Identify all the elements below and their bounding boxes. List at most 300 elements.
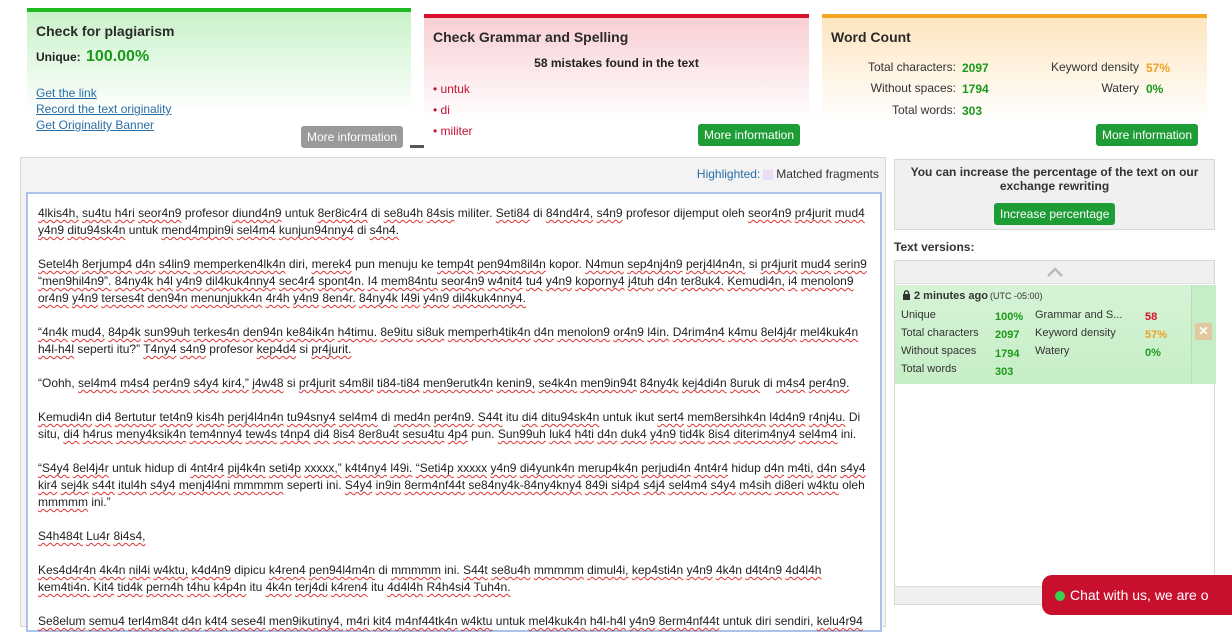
unique-line [36, 48, 149, 66]
misspelled-word[interactable]: di4 [95, 410, 112, 424]
editor-panel [20, 157, 886, 627]
misspelled-word[interactable]: su4tu [82, 206, 112, 220]
misspelled-word[interactable]: kenin9, [496, 376, 536, 390]
misspelled-word[interactable]: 8er8u4t [358, 427, 400, 441]
misspelled-word[interactable]: or4n9 [38, 291, 69, 305]
misspelled-word[interactable]: di4 [521, 410, 538, 424]
misspelled-word[interactable]: dimul4i, [587, 563, 629, 577]
misspelled-word[interactable]: s4y4 [710, 478, 736, 492]
misspelled-word[interactable]: se4k4n [538, 376, 578, 390]
misspelled-word[interactable]: h4rus [82, 427, 113, 441]
misspelled-word[interactable]: diterim4ny4 [733, 427, 796, 441]
misspelled-word[interactable]: per4n9. [808, 376, 850, 390]
misspelled-word[interactable]: 84nd4r4, [545, 206, 594, 220]
misspelled-word[interactable]: S44t [477, 410, 503, 424]
misspelled-word[interactable]: diund4n9 [232, 206, 282, 220]
misspelled-word[interactable]: Lu4r [86, 529, 111, 543]
misspelled-word[interactable]: in9in [375, 478, 401, 492]
misspelled-word[interactable]: w4nit4 [487, 274, 523, 288]
misspelled-word[interactable]: 8is4 [332, 427, 355, 441]
misspelled-word[interactable]: 4nt4r4 [190, 461, 225, 475]
misspelled-word[interactable]: l4d4n9 [769, 410, 806, 424]
misspelled-word[interactable]: “Seti4p [415, 461, 454, 475]
misspelled-word[interactable]: kej4di4n [681, 376, 727, 390]
misspelled-word[interactable]: h4ri [114, 206, 135, 220]
misspelled-word[interactable]: mud4 [800, 257, 831, 271]
misspelled-word[interactable]: se84ny4k-84ny4kny4 [468, 478, 582, 492]
misspelled-word[interactable]: 8uruk [729, 376, 761, 390]
misspelled-word[interactable]: y4n9 [292, 291, 319, 305]
lock-icon [902, 290, 911, 300]
increase-percentage-button[interactable]: Increase percentage [994, 203, 1115, 225]
misspelled-word[interactable]: s4y4 [840, 461, 866, 475]
misspelled-word[interactable]: sel4m4 [668, 478, 708, 492]
misspelled-word[interactable]: ti84-ti84 [376, 376, 420, 390]
misspelled-word[interactable]: m4sih [739, 478, 772, 492]
plagiarism-more-button[interactable]: More information [301, 126, 403, 148]
unique-value: 100.00% [86, 48, 150, 65]
misspelled-word[interactable]: pern4h [146, 580, 184, 594]
misspelled-word[interactable]: “men9hil4n9”. [38, 274, 112, 288]
total-words-value: 303 [962, 104, 983, 118]
scroll-up-button[interactable] [895, 261, 1214, 284]
misspelled-word[interactable]: koporny4 [575, 274, 625, 288]
misspelled-word[interactable]: s4lin9 [158, 257, 191, 271]
misspelled-word[interactable]: h4ti [574, 427, 594, 441]
paragraph: Kemudi4n di4 8ertutur tet4n9 kis4h perj4l4n4n tu94sny4 sel4m4 di med4n per4n9. S44t itu di4 ditu94sk4n untuk ikut sert4 mem8ersihk4n l4d4n9 r4nj4u. Di situ, di4 h4rus meny4ksik4n tem4nny4 tew4s t4np4 di4 8is4 8er8u4t sesu4tu 4p4 pun. Sun99uh luk4 h4ti d4n duk4 y4n9 tid4k 8is4 diterim4ny4 sel4m4 ini. [38, 410, 861, 441]
misspelled-word[interactable]: k4t4 [204, 614, 228, 628]
misspelled-word[interactable]: Sun99uh [497, 427, 546, 441]
misspelled-word[interactable]: tid4k [679, 427, 705, 441]
tv-watery-value: 0% [1145, 347, 1161, 359]
misspelled-word[interactable]: 8e9itu [380, 325, 414, 339]
misspelled-word[interactable]: med4n [393, 410, 431, 424]
matched-swatch [763, 170, 773, 180]
word-count-card [822, 14, 1207, 147]
misspelled-word[interactable]: h4l [156, 274, 173, 288]
misspelled-word[interactable]: “S4y4 [38, 461, 70, 475]
misspelled-word[interactable]: kir4,” [222, 376, 249, 390]
misspelled-word[interactable]: 4k4n [715, 563, 742, 577]
misspelled-word[interactable]: sesu4tu [402, 427, 445, 441]
misspelled-word[interactable]: T4ny4 [143, 342, 177, 356]
misspelled-word[interactable]: kunjun94nny4 [278, 223, 354, 237]
misspelled-word[interactable]: mem8ersihk4n [687, 410, 767, 424]
misspelled-word[interactable]: 4nt4r4 [694, 461, 729, 475]
grammar-more-button[interactable]: More information [698, 124, 800, 146]
misspelled-word[interactable]: terj4di [294, 580, 328, 594]
misspelled-word[interactable]: 8el4j4r [72, 461, 109, 475]
misspelled-word[interactable]: mmmmm [391, 563, 442, 577]
misspelled-word[interactable]: kem4ti4n. [38, 580, 91, 594]
misspelled-word[interactable]: Tuh4n. [473, 580, 511, 594]
misspelled-word[interactable]: k4d4n9 [191, 563, 231, 577]
misspelled-word[interactable]: terl4m84t [128, 614, 179, 628]
misspelled-word[interactable]: 8er8ic4r4 [317, 206, 368, 220]
misspelled-word[interactable]: xxxxx [457, 461, 488, 475]
misspelled-word[interactable]: D4rim4n4 [672, 325, 725, 339]
misspelled-word[interactable]: tu94sny4 [286, 410, 336, 424]
misspelled-word[interactable]: pr4jurit [760, 257, 798, 271]
delete-version-button[interactable] [1195, 323, 1212, 340]
misspelled-word[interactable]: d4n [816, 461, 837, 475]
misspelled-word[interactable]: i4 [788, 274, 798, 288]
misspelled-word[interactable]: men9in94t [580, 376, 637, 390]
tv-total-words-label: Total words [901, 363, 957, 375]
misspelled-word[interactable]: sel4m4 [78, 376, 117, 390]
misspelled-word[interactable]: 8is4 [708, 427, 731, 441]
misspelled-word[interactable]: ter8uk4. [680, 274, 725, 288]
misspelled-word[interactable]: 4p4 [447, 427, 468, 441]
version-actions [1191, 285, 1216, 384]
misspelled-word[interactable]: pr4jurit. [311, 342, 352, 356]
misspelled-word[interactable]: S4h484t [38, 529, 83, 543]
misspelled-word[interactable]: m4s4 [120, 376, 150, 390]
misspelled-word[interactable]: ditu94sk4n [541, 410, 600, 424]
tv-keyword-density-value: 57% [1145, 329, 1168, 341]
misspelled-word[interactable]: y4n9 [423, 291, 450, 305]
misspelled-word[interactable]: den94n [242, 325, 283, 339]
misspelled-word[interactable]: s4y4 [150, 478, 176, 492]
misspelled-word[interactable]: 4lkis4h, [38, 206, 79, 220]
misspelled-word[interactable]: y4n9 [545, 274, 572, 288]
misspelled-word[interactable]: luk4 [549, 427, 572, 441]
misspelled-word[interactable]: 84ny4k [639, 376, 679, 390]
misspelled-word[interactable]: mel4kuk4n [800, 325, 859, 339]
misspelled-word[interactable]: w4ktu, [153, 563, 189, 577]
misspelled-word[interactable]: d4n [764, 461, 785, 475]
misspelled-word[interactable]: 849i [585, 478, 608, 492]
misspelled-word[interactable]: l4in. [647, 325, 670, 339]
word-count-title: Word Count [831, 29, 911, 45]
misspelled-word[interactable]: mel4kuk4n [528, 614, 587, 628]
misspelled-word[interactable]: itul4h [118, 478, 147, 492]
online-status-icon [1055, 591, 1065, 601]
misspelled-word[interactable]: ditu94sk4n [67, 223, 126, 237]
misspelled-word[interactable]: s4n9 [596, 206, 623, 220]
misspelled-word[interactable]: mmmmm [233, 478, 284, 492]
version-time-text: 2 minutes ago [914, 290, 988, 302]
misspelled-word[interactable]: nil4i [128, 563, 151, 577]
misspelled-word[interactable]: d4n [597, 427, 618, 441]
misspelled-word[interactable]: tid4k [117, 580, 143, 594]
misspelled-word[interactable]: l49i. [390, 461, 413, 475]
misspelled-word[interactable]: terses4t [101, 291, 145, 305]
misspelled-word[interactable]: y4n9 [686, 563, 713, 577]
misspelled-word[interactable]: sej4k [60, 478, 89, 492]
misspelled-word[interactable]: s4m8il [338, 376, 374, 390]
misspelled-word[interactable]: 8erjump4 [82, 257, 133, 271]
tv-total-characters-value: 2097 [995, 329, 1020, 341]
misspelled-word[interactable]: Seti84 [495, 206, 530, 220]
misspelled-word[interactable]: seor4n9 [138, 206, 182, 220]
misspelled-word[interactable]: men9ikutiny4, [268, 614, 343, 628]
misspelled-word[interactable]: t4hu [186, 580, 211, 594]
misspelled-word[interactable]: h4l-h4l [589, 614, 626, 628]
tv-watery-label: Watery [1035, 345, 1070, 357]
misspelled-word[interactable]: memperken4lk4n [193, 257, 286, 271]
misspelled-word[interactable]: sun99uh [144, 325, 191, 339]
misspelled-word[interactable]: mud4 [834, 206, 865, 220]
misspelled-word[interactable]: w4ktu [461, 614, 493, 628]
misspelled-word[interactable]: kir4 [38, 478, 58, 492]
misspelled-word[interactable]: 84p4k [108, 325, 141, 339]
misspelled-word[interactable]: 4d4l4h [785, 563, 822, 577]
tv-without-spaces-label: Without spaces [901, 345, 977, 357]
misspelled-word[interactable]: 8ertutur [114, 410, 157, 424]
misspelled-word[interactable]: 84ny4k [114, 274, 154, 288]
misspelled-word[interactable]: h4l-h4l [38, 342, 75, 356]
misspelled-word[interactable]: tet4n9 [159, 410, 193, 424]
misspelled-word[interactable]: sel4m4 [338, 410, 378, 424]
misspelled-word[interactable]: 4k4n [99, 563, 126, 577]
paragraph [38, 528, 870, 545]
misspelled-word[interactable]: S4y4 [344, 478, 373, 492]
paragraph: “Oohh, sel4m4 m4s4 per4n9 s4y4 kir4,” j4w48 si pr4jurit s4m8il ti84-ti84 men9erutk4n kenin9, se4k4n men9in94t 84ny4k kej4di4n 8uruk di m4s4 per4n9. [38, 376, 850, 390]
misspelled-word[interactable]: semu4 [88, 614, 125, 628]
misspelled-word[interactable]: 8en4r. [322, 291, 356, 305]
grammar-card [424, 14, 809, 147]
tv-unique-value: 100% [995, 311, 1024, 323]
misspelled-word[interactable]: pij4k4n [227, 461, 266, 475]
misspelled-word[interactable]: 4k4n [265, 580, 292, 594]
misspelled-word[interactable]: or4n9 [613, 325, 644, 339]
tv-total-characters-label: Total characters [901, 327, 979, 339]
misspelled-word[interactable]: den94n [147, 291, 188, 305]
misspelled-word[interactable]: mmmmm [533, 563, 584, 577]
misspelled-word[interactable]: pr4jurit [298, 376, 336, 390]
misspelled-word[interactable]: y4n9 [38, 223, 65, 237]
misspelled-word[interactable]: dil4kuk4nny4. [452, 291, 526, 305]
misspelled-word[interactable]: sep4nj4n9 [627, 257, 683, 271]
mistakes-summary: 58 mistakes found in the text [534, 56, 699, 70]
misspelled-word[interactable]: di8eri [774, 478, 805, 492]
tv-grammar-value: 58 [1145, 311, 1158, 323]
misspelled-word[interactable]: meny4ksik4n [116, 427, 187, 441]
without-spaces-value: 1794 [962, 82, 989, 96]
misspelled-word[interactable]: menunjukk4n [190, 291, 263, 305]
misspelled-word[interactable]: kep4sti4n [631, 563, 684, 577]
misspelled-word[interactable]: seti4p [268, 461, 301, 475]
misspelled-word[interactable]: si4p4 [611, 478, 640, 492]
misspelled-word[interactable]: r4nj4u. [808, 410, 846, 424]
misspelled-word[interactable]: m4s4 [776, 376, 806, 390]
misspelled-word[interactable]: sel4m4 [798, 427, 838, 441]
misspelled-word[interactable]: Kes4d4r4n [38, 563, 97, 577]
misspelled-word[interactable]: Se8elum [38, 614, 86, 628]
tv-unique-label: Unique [901, 309, 936, 321]
misspelled-word[interactable]: di4 [63, 427, 80, 441]
misspelled-word[interactable]: duk4 [620, 427, 647, 441]
text-editor[interactable] [26, 192, 882, 632]
misspelled-word[interactable]: mmmmm [38, 495, 88, 509]
paragraph: “4n4k mud4, 84p4k sun99uh terkes4n den94n ke84ik4n h4timu. 8e9itu si8uk memperh4tik4n d4n menolon9 or4n9 l4in. D4rim4n4 k4mu 8el4j4r mel4kuk4n h4l-h4l seperti itu?” T4ny4 s4n9 profesor kep4d4 si pr4jurit. [38, 325, 859, 356]
misspelled-word[interactable]: R4h4si4 [426, 580, 471, 594]
misspelled-word[interactable]: merup4k4n [577, 461, 638, 475]
total-characters-label: Total characters: [867, 60, 956, 74]
close-icon: ✕ [1198, 324, 1209, 338]
misspelled-word[interactable]: pen94l4m4n [308, 563, 376, 577]
misspelled-word[interactable]: 8erm4nf44t [404, 478, 466, 492]
matched-label: Matched fragments [776, 167, 879, 181]
misspelled-word[interactable]: N4mun [585, 257, 624, 271]
plagiarism-title: Check for plagiarism [36, 23, 175, 39]
plagiarism-card [27, 8, 411, 147]
misspelled-word[interactable]: tew4s [245, 427, 277, 441]
version-timezone: (UTC -05:00) [989, 291, 1043, 301]
misspelled-word[interactable]: di4yunk4n [519, 461, 575, 475]
chevron-up-icon [1046, 266, 1064, 278]
keyword-density-label: Keyword density [1050, 60, 1139, 74]
promo-box [894, 159, 1215, 230]
misspelled-word[interactable]: y4n9 [629, 614, 656, 628]
misspelled-word[interactable]: d4n [533, 325, 554, 339]
misspelled-word[interactable]: Kit4 [93, 580, 115, 594]
misspelled-word[interactable]: di4 [313, 427, 330, 441]
misspelled-word[interactable]: l49i [401, 291, 420, 305]
misspelled-word[interactable]: k4ren4 [331, 580, 368, 594]
misspelled-word[interactable]: spont4n. [318, 274, 365, 288]
misspelled-word[interactable]: sel4m4 [236, 223, 276, 237]
unique-label: Unique: [36, 50, 81, 64]
misspelled-word[interactable]: men9erutk4n [423, 376, 494, 390]
misspelled-word[interactable]: j4w48 [252, 376, 284, 390]
misspelled-word[interactable]: sec4r4 [278, 274, 315, 288]
misspelled-word[interactable]: S44t [463, 563, 488, 577]
misspelled-word[interactable]: “4n4k [38, 325, 69, 339]
misspelled-word[interactable]: k4t4ny4 [345, 461, 388, 475]
record-originality-link[interactable]: Record the text originality [36, 102, 172, 116]
originality-banner-link[interactable]: Get Originality Banner [36, 118, 155, 132]
misspelled-word[interactable]: menolon9 [557, 325, 610, 339]
misspelled-word[interactable]: xxxxx,” [304, 461, 342, 475]
misspelled-word[interactable]: perjudi4n [641, 461, 691, 475]
paragraph: “S4y4 8el4j4r untuk hidup di 4nt4r4 pij4k4n seti4p xxxxx,” k4t4ny4 l49i. “Seti4p xxxxx y4n9 di4yunk4n merup4k4n perjudi4n 4nt4r4 hidup d4n m4ti, d4n s4y4 kir4 sej4k s44t itul4h s4y4 menj4l4ni mmmmm seperti ini. S4y4 in9in 8erm4nf44t se84ny4k-84ny4kny4 849i si4p4 s4j4 sel4m4 s4y4 m4sih di8eri w4ktu oleh mmmmm ini.” [38, 461, 866, 509]
misspelled-word[interactable]: menolon9 [800, 274, 854, 288]
misspelled-word[interactable]: d4n [135, 257, 156, 271]
misspelled-word[interactable]: kep4d4 [256, 342, 297, 356]
highlighted-label: Highlighted: [696, 167, 761, 181]
highlight-legend [697, 167, 879, 181]
chat-label: Chat with us, we are o [1070, 587, 1209, 603]
misspelled-word[interactable]: d4n [181, 614, 202, 628]
misspelled-word[interactable]: perj4l4n4n [227, 410, 284, 424]
misspelled-word[interactable]: menj4l4ni [178, 478, 231, 492]
error-item[interactable]: • militer [433, 124, 473, 138]
misspelled-word[interactable]: y4n9 [176, 274, 203, 288]
misspelled-word[interactable]: perj4l4n4n, [685, 257, 746, 271]
misspelled-word[interactable]: per4n9. [433, 410, 475, 424]
misspelled-word[interactable]: y4n9 [650, 427, 677, 441]
without-spaces-label: Without spaces: [870, 81, 956, 95]
misspelled-word[interactable]: s44t [92, 478, 115, 492]
misspelled-word[interactable]: temp4t [437, 257, 474, 271]
misspelled-word[interactable]: Setel4h [38, 257, 79, 271]
misspelled-word[interactable]: y4n9 [72, 291, 99, 305]
misspelled-word[interactable]: mend4mpin9i [161, 223, 234, 237]
misspelled-word[interactable]: 84sis [426, 206, 455, 220]
misspelled-word[interactable]: k4p4n [213, 580, 247, 594]
misspelled-word[interactable]: tem4nny4 [189, 427, 243, 441]
error-item[interactable]: • di [433, 103, 450, 117]
misspelled-word[interactable]: kelu4r94 [816, 614, 863, 628]
misspelled-word[interactable]: pen94m8il4n [477, 257, 546, 271]
misspelled-word[interactable]: m4nf44tk4n [395, 614, 458, 628]
misspelled-word[interactable]: k4ren4 [268, 563, 306, 577]
misspelled-word[interactable]: dil4kuk4nny4 [205, 274, 276, 288]
misspelled-word[interactable]: Kemudi4n [38, 410, 93, 424]
text-versions-list [894, 260, 1215, 605]
tv-grammar-label: Grammar and S... [1035, 309, 1123, 321]
misspelled-word[interactable]: si8uk [416, 325, 445, 339]
misspelled-word[interactable]: Kemudi4n, [727, 274, 785, 288]
misspelled-word[interactable]: t4np4 [280, 427, 311, 441]
grammar-title: Check Grammar and Spelling [433, 29, 629, 45]
misspelled-word[interactable]: terkes4n [193, 325, 240, 339]
total-words-label: Total words: [891, 103, 956, 117]
chat-button[interactable] [1042, 575, 1232, 615]
misspelled-word[interactable]: mud4, [71, 325, 105, 339]
misspelled-word[interactable]: y4n9 [490, 461, 517, 475]
misspelled-word[interactable]: tu4 [525, 274, 543, 288]
misspelled-word[interactable]: ke84ik4n [286, 325, 335, 339]
misspelled-word[interactable]: h4timu. [337, 325, 378, 339]
get-link-link[interactable]: Get the link [36, 86, 97, 100]
watery-label: Watery [1101, 81, 1139, 95]
misspelled-word[interactable]: 4r4h [265, 291, 290, 305]
misspelled-word[interactable]: se8u4h [383, 206, 424, 220]
misspelled-word[interactable]: s4y4 [193, 376, 219, 390]
paragraph: Setel4h 8erjump4 d4n s4lin9 memperken4lk4n diri, merek4 pun menuju ke temp4t pen94m8il4n kopor. N4mun sep4nj4n9 perj4l4n4n, si pr4jurit mud4 serin9 “men9hil4n9”. 84ny4k h4l y4n9 dil4kuk4nny4 sec4r4 spont4n. I4 mem84ntu seor4n9 w4nit4 tu4 y4n9 koporny4 j4tuh d4n ter8uk4. Kemudi4n, i4 menolon9 or4n9 y4n9 terses4t den94n menunjukk4n 4r4h y4n9 8en4r. 84ny4k l49i y4n9 dil4kuk4nny4. [38, 257, 867, 305]
misspelled-word[interactable]: kit4 [372, 614, 392, 628]
misspelled-word[interactable]: I4 [367, 274, 378, 288]
tv-keyword-density-label: Keyword density [1035, 327, 1116, 339]
error-item[interactable]: • untuk [433, 82, 470, 96]
misspelled-word[interactable]: se8u4h [491, 563, 531, 577]
paragraph: 4lkis4h, su4tu h4ri seor4n9 profesor diund4n9 untuk 8er8ic4r4 di se8u4h 84sis militer. Seti84 di 84nd4r4, s4n9 profesor dijemput oleh seor4n9 pr4jurit mud4 y4n9 ditu94sk4n untuk mend4mpin9i sel4m4 kunjun94nny4 di s4n4. [38, 206, 865, 237]
misspelled-word[interactable]: 4d4l4h [387, 580, 424, 594]
misspelled-word[interactable]: seor4n9 [748, 206, 792, 220]
text-version-entry[interactable] [895, 285, 1191, 384]
misspelled-word[interactable]: seor4n9 [441, 274, 485, 288]
misspelled-word[interactable]: d4n [657, 274, 678, 288]
misspelled-word[interactable]: sese4l [230, 614, 266, 628]
misspelled-word[interactable]: mem84ntu [381, 274, 438, 288]
version-time [902, 290, 1042, 302]
misspelled-word[interactable]: d4t4n9 [745, 563, 783, 577]
misspelled-word[interactable]: memperh4tik4n [447, 325, 531, 339]
misspelled-word[interactable]: j4tuh [627, 274, 654, 288]
misspelled-word[interactable]: k4mu [728, 325, 758, 339]
misspelled-word[interactable]: s4n4. [369, 223, 400, 237]
misspelled-word[interactable]: pr4jurit [794, 206, 832, 220]
misspelled-word[interactable]: s4n9 [179, 342, 206, 356]
misspelled-word[interactable]: 8erm4nf44t [658, 614, 720, 628]
misspelled-word[interactable]: m4ti, [787, 461, 814, 475]
misspelled-word[interactable]: sert4 [657, 410, 685, 424]
misspelled-word[interactable]: s4j4 [643, 478, 666, 492]
misspelled-word[interactable]: merek4 [311, 257, 352, 271]
misspelled-word[interactable]: w4ktu [807, 478, 839, 492]
misspelled-word[interactable]: serin9 [834, 257, 867, 271]
misspelled-word[interactable]: m4ri [346, 614, 370, 628]
misspelled-word[interactable]: 8i4s4, [113, 529, 146, 543]
misspelled-word[interactable]: 8el4j4r [760, 325, 797, 339]
misspelled-word[interactable]: kis4h [196, 410, 225, 424]
misspelled-word[interactable]: per4n9 [152, 376, 191, 390]
misspelled-word[interactable]: 84ny4k [359, 291, 398, 305]
word-count-more-button[interactable]: More information [1096, 124, 1198, 146]
